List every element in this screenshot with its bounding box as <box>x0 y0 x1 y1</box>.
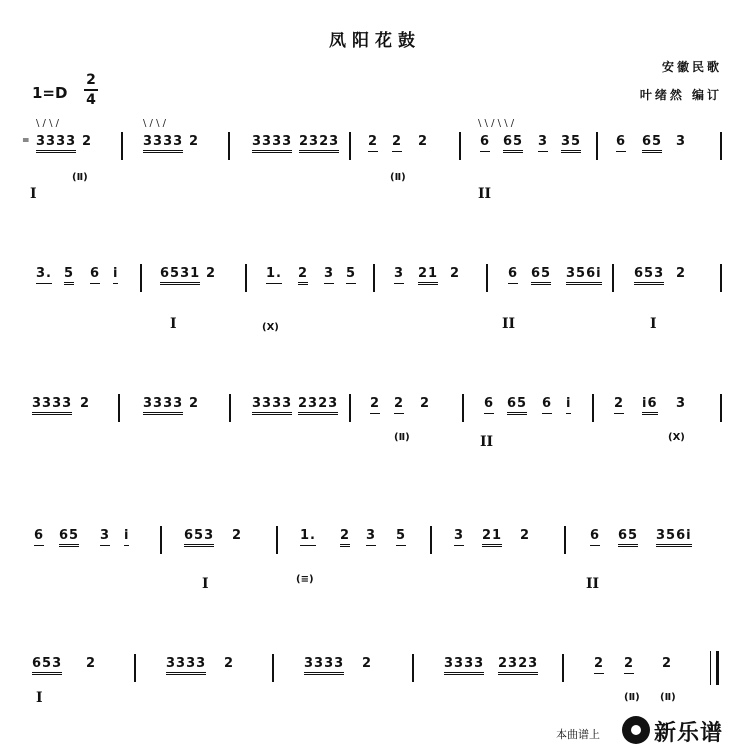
note-group: 3 <box>324 266 334 284</box>
note-group: 6 <box>484 396 494 414</box>
note-group: 5 <box>396 528 406 546</box>
bowing-marks: \ / \ / <box>36 118 60 129</box>
barline <box>272 654 274 682</box>
note-group: 3 <box>454 528 464 546</box>
note-group: 3. <box>36 266 52 284</box>
technique-mark: (Ⅱ) <box>624 692 640 703</box>
note-group: 2 <box>189 396 200 411</box>
note-group: 6 <box>508 266 518 284</box>
note-group: 2 <box>392 134 402 152</box>
technique-mark: (X) <box>668 432 685 443</box>
barline <box>160 526 162 554</box>
note-group: 65 <box>531 266 551 285</box>
barline <box>276 526 278 554</box>
note-group: 3 <box>366 528 376 546</box>
barline <box>562 654 564 682</box>
note-group: 3 <box>676 396 687 411</box>
note-group: 6 <box>480 134 490 152</box>
note-group: 6531 <box>160 266 200 285</box>
barline <box>373 264 375 292</box>
note-group: 356i <box>566 266 602 285</box>
repeat-sign: = <box>22 136 30 146</box>
note-group: 2 <box>206 266 217 281</box>
barline <box>245 264 247 292</box>
note-group: 6 <box>34 528 44 546</box>
note-group: 2 <box>340 528 350 547</box>
system-2 <box>0 264 750 333</box>
time-signature-divider <box>84 89 98 91</box>
barline <box>228 132 230 160</box>
barline <box>612 264 614 292</box>
note-group: 2 <box>80 396 91 411</box>
note-group: 65 <box>59 528 79 547</box>
note-group: i6 <box>642 396 658 415</box>
note-group: 6 <box>542 396 552 414</box>
note-group: 3333 <box>36 134 76 153</box>
note-group: 3333 <box>252 396 292 415</box>
note-group: 3333 <box>143 396 183 415</box>
note-group: 21 <box>418 266 438 285</box>
technique-mark: (X) <box>262 322 279 333</box>
note-group: 653 <box>184 528 214 547</box>
section-marker: I <box>36 690 43 706</box>
note-group: 653 <box>32 656 62 675</box>
technique-mark: (≡) <box>296 574 314 585</box>
barline <box>592 394 594 422</box>
note-group: 1. <box>300 528 316 546</box>
barline <box>349 394 351 422</box>
barline <box>412 654 414 682</box>
note-group: 65 <box>642 134 662 153</box>
barline <box>486 264 488 292</box>
note-group: 65 <box>503 134 523 153</box>
note-group: 2 <box>82 134 93 149</box>
barline <box>140 264 142 292</box>
note-group: 2323 <box>299 134 339 153</box>
note-group: i <box>124 528 129 546</box>
section-marker: II <box>502 316 516 332</box>
note-group: 65 <box>618 528 638 547</box>
final-barline-thick <box>716 651 719 685</box>
final-barline-thin <box>710 651 711 685</box>
section-marker: II <box>586 576 600 592</box>
brand-logo: 新乐谱 <box>654 721 724 746</box>
note-group: 2 <box>450 266 461 281</box>
barline <box>430 526 432 554</box>
note-group: 2 <box>662 656 673 671</box>
note-group: 2 <box>224 656 235 671</box>
section-marker: I <box>202 576 209 592</box>
system-1 <box>0 118 750 202</box>
technique-mark: (Ⅱ) <box>390 172 406 183</box>
note-group: 356i <box>656 528 692 547</box>
technique-mark: (Ⅱ) <box>660 692 676 703</box>
note-group: 21 <box>482 528 502 547</box>
system-5 <box>0 654 750 714</box>
note-group: 2 <box>520 528 531 543</box>
barline <box>229 394 231 422</box>
barline <box>564 526 566 554</box>
time-signature-top: 2 <box>86 72 96 88</box>
note-group: 3333 <box>444 656 484 675</box>
note-group: 2 <box>614 396 624 414</box>
system-4 <box>0 526 750 592</box>
note-group: 2 <box>368 134 378 152</box>
barline <box>720 264 722 292</box>
note-group: 2323 <box>498 656 538 675</box>
note-group: 2323 <box>298 396 338 415</box>
note-group: 1. <box>266 266 282 284</box>
note-group: 6 <box>616 134 626 152</box>
note-group: 2 <box>594 656 604 674</box>
note-group: 5 <box>64 266 74 285</box>
note-group: 5 <box>346 266 356 284</box>
note-group: 2 <box>370 396 380 414</box>
note-group: 3 <box>676 134 687 149</box>
note-group: 2 <box>420 396 431 411</box>
page-title: 凤阳花鼓 <box>329 31 421 51</box>
section-marker: II <box>480 434 494 450</box>
record-logo-icon <box>622 716 650 744</box>
section-marker: I <box>650 316 657 332</box>
barline <box>118 394 120 422</box>
note-group: i <box>113 266 118 284</box>
note-group: 3333 <box>32 396 72 415</box>
barline <box>349 132 351 160</box>
note-group: 2 <box>394 396 404 414</box>
barline <box>459 132 461 160</box>
note-group: 2 <box>676 266 687 281</box>
barline <box>596 132 598 160</box>
note-group: 3333 <box>304 656 344 675</box>
technique-mark: (Ⅱ) <box>72 172 88 183</box>
note-group: 6 <box>590 528 600 546</box>
note-group: 2 <box>232 528 243 543</box>
note-group: 3 <box>100 528 110 546</box>
note-group: 3 <box>394 266 404 284</box>
note-group: 35 <box>561 134 581 153</box>
key-signature: 1=D <box>32 84 68 102</box>
note-group: i <box>566 396 571 414</box>
barline <box>720 394 722 422</box>
barline <box>720 132 722 160</box>
system-3 <box>0 394 750 454</box>
note-group: 2 <box>624 656 634 674</box>
note-group: 653 <box>634 266 664 285</box>
barline <box>462 394 464 422</box>
footer-text: 本曲谱上 <box>556 728 600 741</box>
note-group: 3333 <box>166 656 206 675</box>
section-marker: I <box>170 316 177 332</box>
bowing-marks: \ \ / \ \ / <box>478 118 515 129</box>
note-group: 3333 <box>252 134 292 153</box>
note-group: 2 <box>362 656 373 671</box>
note-group: 3 <box>538 134 548 152</box>
note-group: 6 <box>90 266 100 284</box>
note-group: 2 <box>418 134 429 149</box>
technique-mark: (Ⅱ) <box>394 432 410 443</box>
note-group: 3333 <box>143 134 183 153</box>
time-signature-bottom: 4 <box>86 92 96 108</box>
time-signature <box>84 72 98 108</box>
credit-editor: 叶绪然 编订 <box>639 88 722 102</box>
section-marker: II <box>478 186 492 202</box>
barline <box>134 654 136 682</box>
barline <box>121 132 123 160</box>
note-group: 2 <box>189 134 200 149</box>
note-group: 2 <box>86 656 97 671</box>
note-group: 65 <box>507 396 527 415</box>
note-group: 2 <box>298 266 308 285</box>
credit-origin: 安徽民歌 <box>661 60 722 74</box>
section-marker: I <box>30 186 37 202</box>
bowing-marks: \ / \ / <box>143 118 167 129</box>
